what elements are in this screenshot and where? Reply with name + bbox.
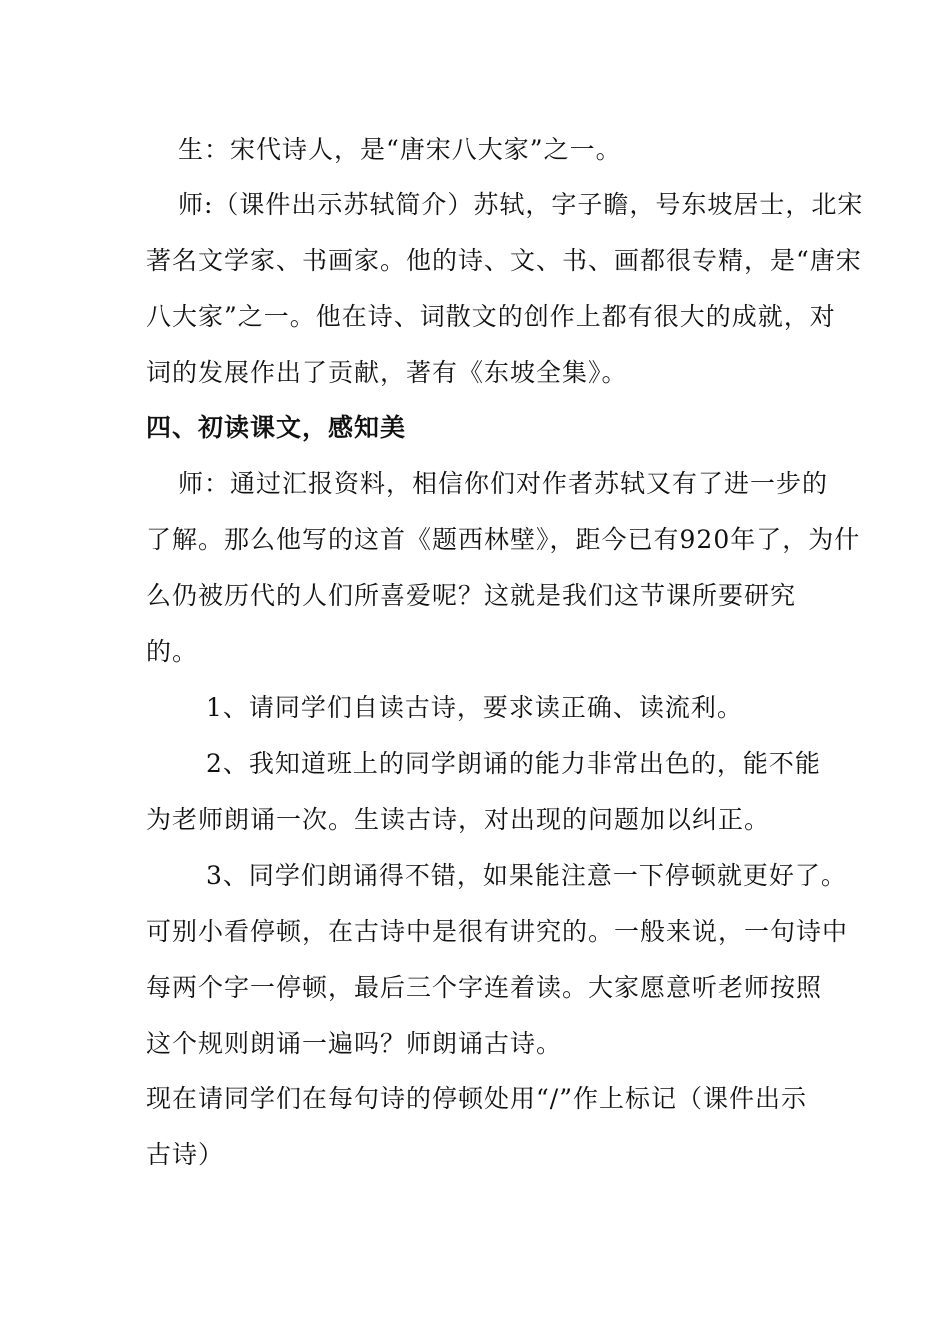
teacher-speech-line-4: 的。 bbox=[146, 637, 199, 666]
step-3-line-2: 可别小看停顿，在古诗中是很有讲究的。一般来说，一句诗中 bbox=[146, 917, 849, 946]
step-2-line-2: 为老师朗诵一次。生读古诗，对出现的问题加以纠正。 bbox=[146, 805, 771, 834]
student-answer-line: 生：宋代诗人，是“唐宋八大家”之一。 bbox=[178, 135, 622, 164]
step-3-line-1: 3、同学们朗诵得不错，如果能注意一下停顿就更好了。 bbox=[206, 861, 847, 890]
teacher-speech-line-2: 了解。那么他写的这首《题西林壁》，距今已有920年了，为什 bbox=[146, 525, 861, 554]
teacher-speech-line-1: 师：通过汇报资料，相信你们对作者苏轼又有了进一步的 bbox=[178, 469, 829, 498]
teacher-intro-line-3: 八大家”之一。他在诗、词散文的创作上都有很大的成就，对 bbox=[146, 302, 836, 331]
instruction-line-1: 现在请同学们在每句诗的停顿处用“/”作上标记（课件出示 bbox=[146, 1084, 807, 1113]
step-3-line-4: 这个规则朗诵一遍吗？师朗诵古诗。 bbox=[146, 1029, 563, 1058]
teacher-intro-line-1: 师:（课件出示苏轼简介）苏轼，字子瞻，号东坡居士，北宋 bbox=[178, 190, 864, 219]
step-1-line: 1、请同学们自读古诗，要求读正确、读流利。 bbox=[206, 693, 743, 722]
section-heading: 四、初读课文，感知美 bbox=[146, 413, 407, 442]
step-3-line-3: 每两个字一停顿，最后三个字连着读。大家愿意听老师按照 bbox=[146, 973, 823, 1002]
teacher-speech-line-3: 么仍被历代的人们所喜爱呢？这就是我们这节课所要研究 bbox=[146, 581, 797, 610]
instruction-line-2: 古诗） bbox=[146, 1140, 225, 1169]
teacher-intro-line-2: 著名文学家、书画家。他的诗、文、书、画都很专精，是“唐宋 bbox=[146, 246, 862, 275]
teacher-intro-line-4: 词的发展作出了贡献，著有《东坡全集》。 bbox=[146, 358, 628, 387]
step-2-line-1: 2、我知道班上的同学朗诵的能力非常出色的，能不能 bbox=[206, 749, 821, 778]
